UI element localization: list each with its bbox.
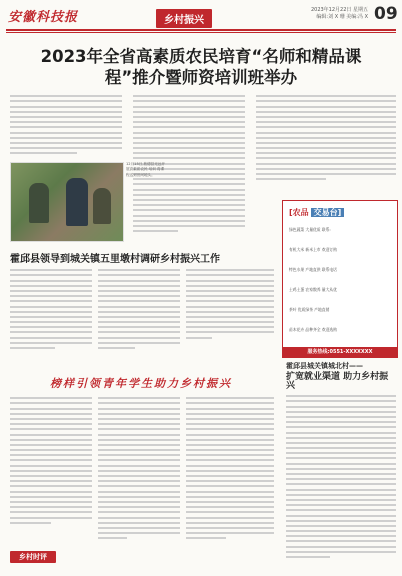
classified-item: 土鸡土蛋 农家散养 量大从优 [289,287,337,292]
right-article-heading [286,362,396,391]
classifieds-title: [农品 交易台] [289,207,344,218]
right-article-headline: 扩宽就业渠道 助力乡村振兴 [286,372,389,391]
second-article-col-1 [10,266,92,362]
commentary-banner: 榜样引领青年学生助力乡村振兴 [50,377,232,390]
second-headline: 霍邱县领导到城关镇五里墩村调研乡村振兴工作 [10,254,220,265]
issue-date: 2023年12月22日 星期五 [310,7,368,13]
right-article-kicker: 霍邱县城关镇城北村—— [286,362,363,370]
commentary-col-1 [10,394,92,544]
header-rule [6,29,396,31]
second-article-col-2 [98,266,180,362]
section-title: 乡村振兴 [156,9,212,28]
classified-item: 有机大米 新米上市 欢迎订购 [289,247,337,252]
masthead [6,4,396,28]
classifieds-hotline: 服务热线:0551-XXXXXXX [283,347,397,357]
commentary-col-2 [98,394,180,564]
newspaper-logo: 安徽科技报 [8,10,79,25]
photo-caption: 12月15日,旌德县光远开展高素质农民 培训 将课程送到田间地头。 [126,162,166,177]
person-figure [29,183,49,223]
issue-editors: 编辑:刘 X 珊 美编:冯 X [316,14,368,20]
classifieds-box [282,200,398,358]
commentary-col-3 [186,394,274,564]
second-article-col-3 [186,266,274,362]
main-headline: 2023年全省高素质农民培育“名师和精品课程”推介暨师资培训班举办 [40,47,362,87]
page-number: 09 [374,4,398,24]
classified-item: 特色水果 产地直供 联系电话 [289,267,337,272]
issue-info [256,7,368,21]
news-photo [10,162,124,242]
body-column-3 [256,92,396,188]
commentary-tag: 乡村时评 [10,551,56,563]
header-rule-thin [6,32,396,33]
person-figure [93,188,111,224]
body-column-1 [10,92,122,158]
right-article-body [286,392,396,568]
classifieds-title-badge: 交易台] [311,208,345,217]
classified-item: 绿色蔬菜 大量优质 联系: [289,227,331,232]
classified-item: 苗木花卉 品种齐全 欢迎选购 [289,327,337,332]
person-figure [66,178,88,226]
classified-item: 茶叶 优质绿茶 产地直销 [289,307,330,312]
